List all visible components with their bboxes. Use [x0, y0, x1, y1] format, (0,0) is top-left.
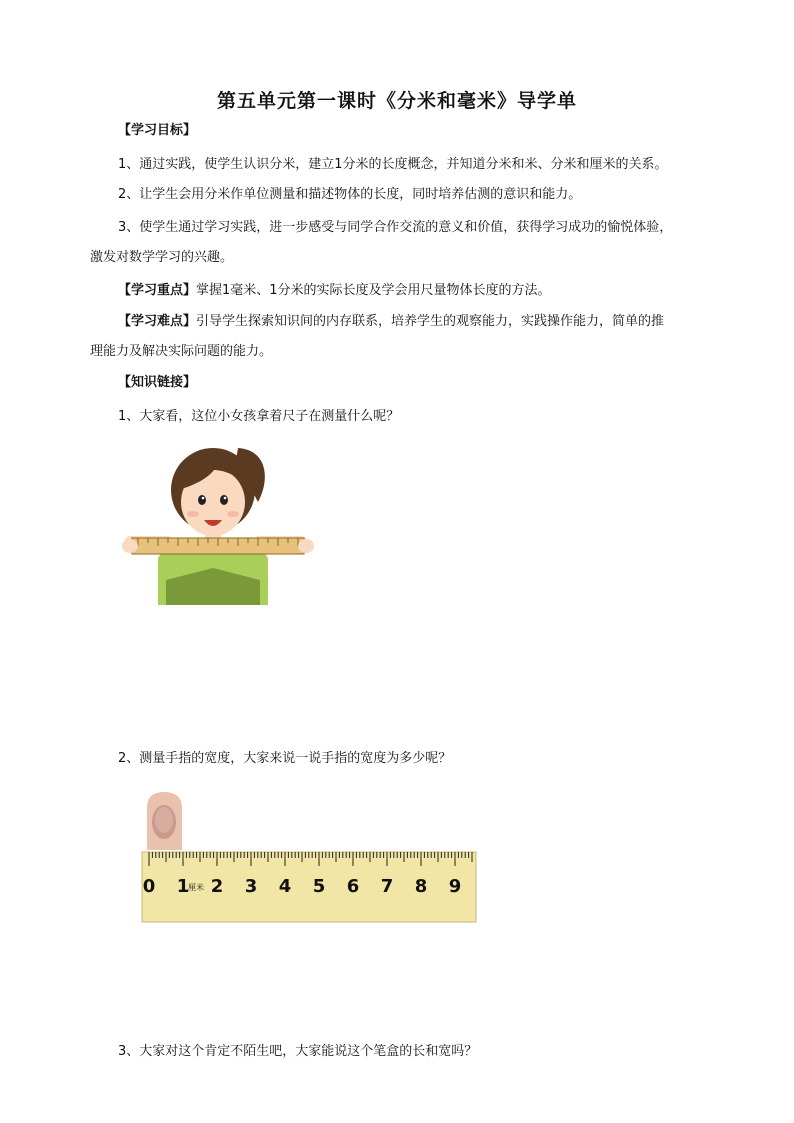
key-point — [118, 282, 551, 300]
ruler-number: 3 — [244, 876, 258, 897]
difficulty-label: 【学习难点】 — [118, 314, 197, 329]
ruler-number: 1 — [176, 876, 190, 897]
objective-3-line2: 激发对数学学习的兴趣。 — [90, 250, 234, 265]
finger-ruler-illustration — [142, 792, 478, 924]
links-heading: 【知识链接】 — [118, 375, 197, 390]
ruler-number: 6 — [346, 876, 360, 897]
difficulty — [118, 313, 664, 331]
girl-with-ruler-illustration — [118, 440, 318, 605]
difficulty-text-line1: 引导学生探索知识间的内存联系，培养学生的观察能力，实践操作能力，简单的推 — [196, 314, 665, 329]
key-point-text: 掌握1毫米、1分米的实际长度及学会用尺量物体长度的方法。 — [196, 283, 551, 298]
ruler-number: 8 — [414, 876, 428, 897]
objective-2: 2、让学生会用分米作单位测量和描述物体的长度，同时培养估测的意识和能力。 — [118, 187, 582, 202]
objective-3-line1: 3、使学生通过学习实践，进一步感受与同学合作交流的意义和价值，获得学习成功的愉悦体验， — [118, 220, 673, 235]
objectives-heading: 【学习目标】 — [118, 123, 197, 138]
ruler-number: 5 — [312, 876, 326, 897]
question-1: 1、大家看，这位小女孩拿着尺子在测量什么呢？ — [118, 409, 400, 424]
ruler-number: 0 — [142, 876, 156, 897]
objective-1: 1、通过实践，使学生认识分米，建立1分米的长度概念，并知道分米和米、分米和厘米的关系。 — [118, 157, 668, 172]
ruler-number: 7 — [380, 876, 394, 897]
key-point-label: 【学习重点】 — [118, 283, 197, 298]
ruler-number: 4 — [278, 876, 292, 897]
page-title: 第五单元第一课时《分米和毫米》导学单 — [216, 90, 577, 112]
question-3: 3、大家对这个肯定不陌生吧，大家能说这个笔盒的长和宽吗？ — [118, 1044, 478, 1059]
difficulty-text-line2: 理能力及解决实际问题的能力。 — [90, 344, 273, 359]
ruler-unit: 厘米 — [188, 883, 204, 892]
ruler-number: 2 — [210, 876, 224, 897]
ruler-number: 9 — [448, 876, 462, 897]
question-2: 2、测量手指的宽度，大家来说一说手指的宽度为多少呢？ — [118, 751, 452, 766]
